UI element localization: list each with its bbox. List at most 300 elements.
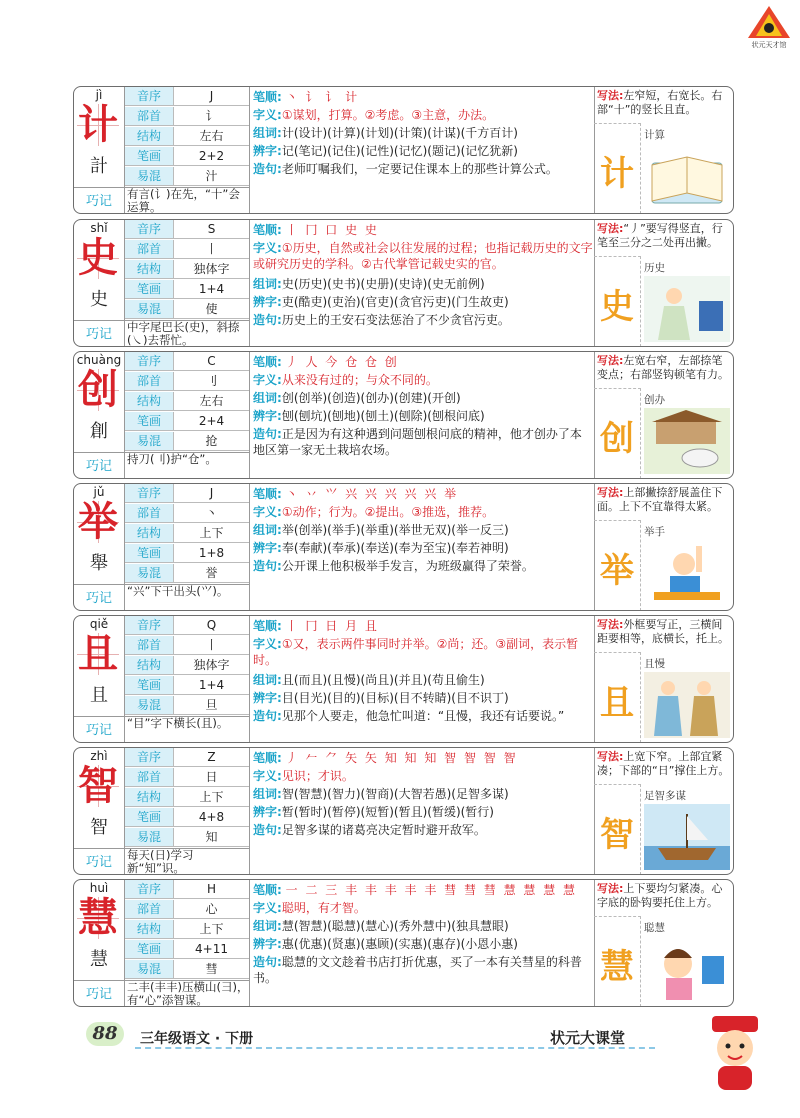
info-value-bihua: 2+4	[198, 414, 225, 428]
info-label: 易混	[125, 828, 174, 846]
illustration	[644, 143, 730, 209]
info-row-bihua	[125, 676, 249, 695]
info-value-jiegou: 左右	[199, 394, 224, 408]
main-character: 慧	[78, 894, 118, 941]
writing-text: 上宽下窄。上部宜紧凑；下部的“日”撑住上方。	[597, 750, 730, 777]
sentence-line	[253, 312, 593, 328]
info-value-yinxu: J	[209, 486, 214, 500]
words-label: 组词:	[253, 277, 282, 291]
info-row-bihua	[125, 412, 249, 431]
words-line	[253, 786, 593, 802]
char-card	[73, 351, 734, 479]
meaning-text: ①谋划，打算。②考虑。③主意，办法。	[281, 108, 495, 122]
char-column	[74, 87, 125, 187]
stroke-order: 丶 丷 ⺍ 兴 兴 兴 兴 兴 举	[285, 487, 459, 501]
stroke-order: 丶 讠 讠 计	[285, 90, 360, 104]
info-row-jiegou	[125, 524, 249, 543]
char-column	[74, 880, 125, 980]
illustration	[644, 672, 730, 738]
meaning-text: 见识；才识。	[281, 769, 354, 783]
info-label: 音序	[125, 484, 174, 502]
practice-grid	[594, 520, 641, 611]
info-label: 结构	[125, 788, 174, 806]
info-row-bushou	[125, 504, 249, 523]
char-column	[74, 220, 125, 320]
practice-grid	[594, 123, 641, 214]
char-column	[74, 748, 125, 848]
writing-tip	[597, 89, 731, 117]
sentence-label: 造句:	[253, 427, 282, 441]
stroke-order-label: 笔顺:	[253, 487, 282, 501]
words-line	[253, 125, 593, 141]
pinyin: huì	[89, 881, 109, 895]
sentence-label: 造句:	[253, 823, 282, 837]
distinguish-line	[253, 294, 593, 310]
info-row-yinxu	[125, 220, 249, 239]
distinguish-line	[253, 143, 593, 159]
info-value-bushou: 丶	[205, 506, 218, 520]
words-text: 史(历史)(史书)(史册)(史诗)(史无前例)	[281, 277, 485, 291]
info-value-bushou: 丨	[205, 638, 218, 652]
writing-tip	[597, 222, 731, 250]
memo-label: 巧记	[74, 452, 125, 479]
traditional-character: 舉	[90, 553, 108, 574]
info-value-yihun: 汁	[205, 169, 218, 183]
practice-grid	[594, 388, 641, 479]
meaning-text: ①动作；行为。②提出。③推选，推荐。	[281, 505, 495, 519]
info-row-jiegou	[125, 127, 249, 146]
info-value-yihun: 誉	[205, 566, 218, 580]
illustration-label: 且慢	[644, 658, 665, 670]
info-value-bihua: 4+8	[198, 810, 225, 824]
writing-tip	[597, 486, 731, 514]
stroke-order-label: 笔顺:	[253, 883, 282, 897]
writing-text: 外框要写正，三横间距要相等，底横长，托上。	[597, 618, 729, 645]
practice-character: 史	[600, 287, 634, 327]
info-row-yihun	[125, 696, 249, 715]
info-label: 笔画	[125, 940, 174, 958]
info-value-yihun: 彗	[205, 962, 218, 976]
mascot-illustration	[700, 1012, 770, 1092]
writing-label: 写法:	[597, 486, 624, 499]
info-label: 音序	[125, 880, 174, 898]
sentence-text: 正是因为有这种遇到问题刨根问底的精神，他才创办了本地区第一家无土栽培农场。	[253, 427, 582, 457]
sentence-line	[253, 161, 593, 177]
traditional-character: 慧	[90, 949, 108, 970]
main-character: 举	[78, 498, 118, 545]
stroke-order-label: 笔顺:	[253, 751, 282, 765]
logo-text: 状元天才馆	[751, 41, 787, 49]
info-row-bushou	[125, 636, 249, 655]
writing-label: 写法:	[597, 354, 624, 367]
memo-label: 巧记	[74, 980, 125, 1007]
sentence-text: 老师叮嘱我们，一定要记住课本上的那些计算公式。	[281, 162, 558, 176]
sentence-label: 造句:	[253, 162, 282, 176]
main-character: 创	[78, 366, 118, 413]
main-character: 且	[78, 630, 118, 677]
stroke-order-label: 笔顺:	[253, 223, 282, 237]
info-value-yinxu: S	[207, 222, 216, 236]
stroke-order-line	[253, 486, 593, 502]
memo-text: 持刀(刂)护“仓”。	[125, 452, 249, 479]
memo-label: 巧记	[74, 584, 125, 611]
info-label: 音序	[125, 616, 174, 634]
info-label: 部首	[125, 372, 174, 390]
info-row-bushou	[125, 372, 249, 391]
memo-text: “兴”下干出头(⺍)。	[125, 584, 249, 611]
info-value-bushou: 讠	[205, 109, 218, 123]
stroke-order-line	[253, 882, 593, 898]
sentence-text: 聪慧的文文趁着书店打折优惠，买了一本有关彗星的科普书。	[253, 955, 582, 985]
writing-panel	[594, 352, 734, 479]
illustration	[644, 276, 730, 342]
illustration	[644, 936, 730, 1002]
info-label: 音序	[125, 748, 174, 766]
info-label: 音序	[125, 87, 174, 105]
meaning-line	[253, 636, 593, 668]
meaning-label: 字义:	[253, 505, 282, 519]
info-value-yihun: 使	[205, 302, 218, 316]
info-label: 部首	[125, 504, 174, 522]
practice-grid	[594, 784, 641, 875]
distinguish-label: 辨字:	[253, 409, 282, 423]
traditional-character: 史	[90, 289, 108, 310]
info-value-bihua: 1+4	[198, 678, 225, 692]
meaning-line	[253, 900, 593, 916]
writing-label: 写法:	[597, 750, 624, 763]
words-text: 创(创举)(创造)(创办)(创建)(开创)	[281, 391, 461, 405]
info-row-jiegou	[125, 920, 249, 939]
info-value-jiegou: 上下	[199, 790, 224, 804]
memo-text: “目”字下横长(且)。	[125, 716, 249, 743]
distinguish-text: 惠(优惠)(贤惠)(惠顾)(实惠)(惠存)(小恩小惠)	[281, 937, 518, 951]
sentence-text: 见那个人要走，他急忙叫道：“且慢，我还有话要说。”	[281, 709, 565, 723]
sentence-label: 造句:	[253, 559, 282, 573]
words-text: 且(而且)(且慢)(尚且)(并且)(苟且偷生)	[281, 673, 485, 687]
info-row-yinxu	[125, 880, 249, 899]
memo-text: 每天(日)学习新“知”识。	[125, 848, 249, 875]
info-value-yihun: 抢	[205, 434, 218, 448]
detail-panel	[249, 748, 595, 875]
info-value-bushou: 心	[205, 902, 218, 916]
stroke-order-line	[253, 222, 593, 238]
char-column	[74, 352, 125, 452]
words-label: 组词:	[253, 787, 282, 801]
main-character: 计	[78, 101, 118, 148]
info-value-jiegou: 独体字	[193, 658, 230, 672]
pinyin: zhì	[90, 749, 108, 763]
stroke-order: 丨 冂 口 史 史	[285, 223, 379, 237]
brand-name: 状元大课堂	[550, 1029, 626, 1047]
info-value-jiegou: 独体字	[193, 262, 230, 276]
meaning-label: 字义:	[253, 637, 282, 651]
char-card	[73, 747, 734, 875]
info-row-bihua	[125, 280, 249, 299]
info-label: 笔画	[125, 544, 174, 562]
words-text: 计(设计)(计算)(计划)(计策)(计谋)(千方百计)	[281, 126, 518, 140]
distinguish-text: 吏(酷吏)(吏治)(官吏)(贪官污吏)(门生故吏)	[281, 295, 509, 309]
distinguish-label: 辨字:	[253, 295, 282, 309]
main-character: 智	[78, 762, 118, 809]
words-text: 慧(智慧)(聪慧)(慧心)(秀外慧中)(独具慧眼)	[281, 919, 509, 933]
info-label: 结构	[125, 260, 174, 278]
info-row-yinxu	[125, 87, 249, 106]
writing-panel	[594, 87, 734, 214]
writing-panel	[594, 484, 734, 611]
writing-label: 写法:	[597, 89, 624, 102]
sentence-line	[253, 822, 593, 838]
distinguish-line	[253, 540, 593, 556]
info-row-bushou	[125, 240, 249, 259]
practice-character: 智	[600, 815, 634, 855]
sentence-line	[253, 708, 593, 724]
writing-panel	[594, 220, 734, 347]
info-label: 结构	[125, 656, 174, 674]
info-label: 音序	[125, 220, 174, 238]
detail-panel	[249, 880, 595, 1007]
main-character: 史	[78, 234, 118, 281]
stroke-order-label: 笔顺:	[253, 619, 282, 633]
traditional-character: 計	[90, 156, 108, 177]
info-label: 笔画	[125, 676, 174, 694]
words-line	[253, 672, 593, 688]
stroke-order: 丿 𠂉 ⺈ 矢 矢 知 知 知 智 智 智 智	[285, 751, 518, 765]
practice-grid	[594, 256, 641, 347]
info-value-yihun: 知	[205, 830, 218, 844]
memo-text: 有言(讠)在先，“十”会运算。	[125, 187, 249, 214]
publisher-logo	[744, 4, 794, 56]
traditional-character: 創	[90, 421, 108, 442]
detail-panel	[249, 220, 595, 347]
info-value-jiegou: 上下	[199, 526, 224, 540]
info-value-bushou: 刂	[205, 374, 218, 388]
memo-label: 巧记	[74, 320, 125, 347]
sentence-label: 造句:	[253, 955, 282, 969]
stroke-order: 一 二 三 丰 丰 丰 丰 丰 彗 彗 彗 慧 慧 慧 慧	[285, 883, 578, 897]
sentence-line	[253, 426, 593, 458]
stroke-order-label: 笔顺:	[253, 90, 282, 104]
sentence-text: 历史上的王安石变法惩治了不少贪官污吏。	[281, 313, 510, 327]
char-card	[73, 219, 734, 347]
meaning-line	[253, 107, 593, 123]
info-label: 易混	[125, 564, 174, 582]
words-label: 组词:	[253, 391, 282, 405]
detail-panel	[249, 352, 595, 479]
stroke-order: 丿 人 今 仓 仓 创	[285, 355, 399, 369]
traditional-character: 智	[90, 817, 108, 838]
info-row-bihua	[125, 940, 249, 959]
writing-tip	[597, 354, 731, 382]
meaning-text: 从来没有过的；与众不同的。	[281, 373, 438, 387]
info-label: 结构	[125, 127, 174, 145]
info-value-bihua: 2+2	[198, 149, 225, 163]
meaning-text: ①又，表示两件事同时并举。②尚；还。③副词，表示暂时。	[253, 637, 579, 667]
illustration-label: 计算	[644, 129, 665, 141]
info-label: 易混	[125, 300, 174, 318]
info-value-bihua: 1+4	[198, 282, 225, 296]
info-label: 笔画	[125, 808, 174, 826]
info-row-yihun	[125, 167, 249, 186]
char-column	[74, 616, 125, 716]
writing-label: 写法:	[597, 618, 624, 631]
info-label: 笔画	[125, 147, 174, 165]
writing-text: 左窄短，右宽长。右部“十”的竖长且直。	[597, 89, 723, 116]
info-row-yihun	[125, 828, 249, 847]
info-label: 易混	[125, 167, 174, 185]
words-line	[253, 276, 593, 292]
sentence-line	[253, 954, 593, 986]
info-value-bushou: 丨	[205, 242, 218, 256]
distinguish-label: 辨字:	[253, 805, 282, 819]
info-label: 笔画	[125, 412, 174, 430]
meaning-label: 字义:	[253, 373, 282, 387]
info-value-bihua: 4+11	[195, 942, 228, 956]
sentence-text: 足智多谋的诸葛亮决定暂时避开敌军。	[281, 823, 486, 837]
words-label: 组词:	[253, 126, 282, 140]
writing-text: “丿”要写得竖直，行笔至三分之二处再出撇。	[597, 222, 723, 249]
meaning-label: 字义:	[253, 241, 282, 255]
char-card	[73, 483, 734, 611]
practice-character: 举	[600, 551, 634, 591]
meaning-text: 聪明，有才智。	[281, 901, 366, 915]
practice-grid	[594, 652, 641, 743]
memo-text: 二丰(丰丰)压横山(彐)，有“心”添智谋。	[127, 980, 249, 1007]
meaning-label: 字义:	[253, 769, 282, 783]
info-value-bushou: 日	[205, 770, 218, 784]
info-row-bihua	[125, 147, 249, 166]
words-label: 组词:	[253, 673, 282, 687]
writing-panel	[594, 748, 734, 875]
char-card	[73, 86, 734, 214]
writing-text: 左宽右窄，左部捺笔变点；右部竖钩顿笔有力。	[597, 354, 729, 381]
info-row-jiegou	[125, 656, 249, 675]
info-row-bushou	[125, 900, 249, 919]
words-line	[253, 390, 593, 406]
meaning-line	[253, 504, 593, 520]
memo-text: 中字尾巴长(史)，斜捺(㇏)去帮忙。	[125, 320, 249, 347]
meaning-label: 字义:	[253, 901, 282, 915]
info-label: 部首	[125, 240, 174, 258]
writing-label: 写法:	[597, 882, 624, 895]
pinyin: chuàng	[76, 353, 122, 367]
info-label: 结构	[125, 524, 174, 542]
meaning-line	[253, 240, 593, 272]
pinyin: shǐ	[90, 221, 108, 235]
distinguish-text: 奉(奉献)(奉承)(奉送)(奉为至宝)(奉若神明)	[281, 541, 509, 555]
words-text: 举(创举)(举手)(举重)(举世无双)(举一反三)	[281, 523, 509, 537]
writing-tip	[597, 618, 731, 646]
distinguish-label: 辨字:	[253, 937, 282, 951]
info-row-yihun	[125, 300, 249, 319]
detail-panel	[249, 87, 595, 214]
detail-panel	[249, 484, 595, 611]
pinyin: qiě	[89, 617, 109, 631]
meaning-text: ①历史，自然或社会以往发展的过程；也指记载历史的文字或研究历史的学科。②古代掌管记载史实的官。	[253, 241, 593, 271]
words-label: 组词:	[253, 523, 282, 537]
info-row-yinxu	[125, 484, 249, 503]
info-value-yinxu: C	[207, 354, 216, 368]
info-label: 部首	[125, 107, 174, 125]
stroke-order-line	[253, 750, 593, 766]
illustration	[644, 408, 730, 474]
detail-panel	[249, 616, 595, 743]
stroke-order: 丨 冂 日 月 且	[285, 619, 379, 633]
info-label: 部首	[125, 768, 174, 786]
info-row-jiegou	[125, 392, 249, 411]
words-line	[253, 522, 593, 538]
distinguish-label: 辨字:	[253, 691, 282, 705]
memo-label: 巧记	[74, 187, 125, 214]
distinguish-line	[253, 690, 593, 706]
writing-text: 上下要均匀紧凑。心字底的卧钩要托住上方。	[597, 882, 723, 909]
char-column	[74, 484, 125, 584]
info-label: 易混	[125, 696, 174, 714]
info-value-yinxu: Q	[206, 618, 217, 632]
info-value-yinxu: Z	[207, 750, 216, 764]
info-row-bushou	[125, 768, 249, 787]
stroke-order-line	[253, 618, 593, 634]
info-row-bushou	[125, 107, 249, 126]
words-line	[253, 918, 593, 934]
meaning-line	[253, 372, 593, 388]
distinguish-text: 暂(暂时)(暂停)(短暂)(暂且)(暂缓)(暂行)	[281, 805, 494, 819]
info-row-yinxu	[125, 748, 249, 767]
info-row-jiegou	[125, 260, 249, 279]
illustration	[644, 540, 730, 606]
distinguish-label: 辨字:	[253, 541, 282, 555]
distinguish-text: 目(目光)(目的)(目标)(目不转睛)(目不识丁)	[281, 691, 509, 705]
writing-panel	[594, 880, 734, 1007]
info-label: 易混	[125, 432, 174, 450]
char-card	[73, 615, 734, 743]
words-label: 组词:	[253, 919, 282, 933]
illustration-label: 聪慧	[644, 922, 665, 934]
distinguish-text: 刨(刨坑)(刨地)(刨土)(刨除)(刨根问底)	[281, 409, 485, 423]
sentence-line	[253, 558, 593, 574]
info-value-jiegou: 上下	[199, 922, 224, 936]
practice-character: 计	[600, 154, 634, 194]
stroke-order-line	[253, 354, 593, 370]
sentence-text: 公开课上他积极举手发言，为班级赢得了荣誉。	[281, 559, 534, 573]
sentence-label: 造句:	[253, 709, 282, 723]
writing-panel	[594, 616, 734, 743]
info-row-yihun	[125, 432, 249, 451]
info-value-jiegou: 左右	[199, 129, 224, 143]
writing-label: 写法:	[597, 222, 624, 235]
writing-tip	[597, 882, 731, 910]
info-label: 结构	[125, 392, 174, 410]
practice-grid	[594, 916, 641, 1007]
writing-tip	[597, 750, 731, 778]
traditional-character: 且	[90, 685, 108, 706]
info-label: 音序	[125, 352, 174, 370]
distinguish-text: 记(笔记)(记住)(记性)(记忆)(题记)(记忆犹新)	[281, 144, 518, 158]
char-card	[73, 879, 734, 1007]
practice-character: 且	[600, 683, 634, 723]
illustration-label: 创办	[644, 394, 665, 406]
illustration	[644, 804, 730, 870]
info-value-yinxu: J	[209, 89, 214, 103]
distinguish-label: 辨字:	[253, 144, 282, 158]
info-label: 部首	[125, 900, 174, 918]
info-label: 结构	[125, 920, 174, 938]
words-text: 智(智慧)(智力)(智商)(大智若愚)(足智多谋)	[281, 787, 509, 801]
practice-character: 创	[600, 419, 634, 459]
info-row-jiegou	[125, 788, 249, 807]
info-row-yinxu	[125, 352, 249, 371]
info-label: 部首	[125, 636, 174, 654]
illustration-label: 足智多谋	[644, 790, 686, 802]
